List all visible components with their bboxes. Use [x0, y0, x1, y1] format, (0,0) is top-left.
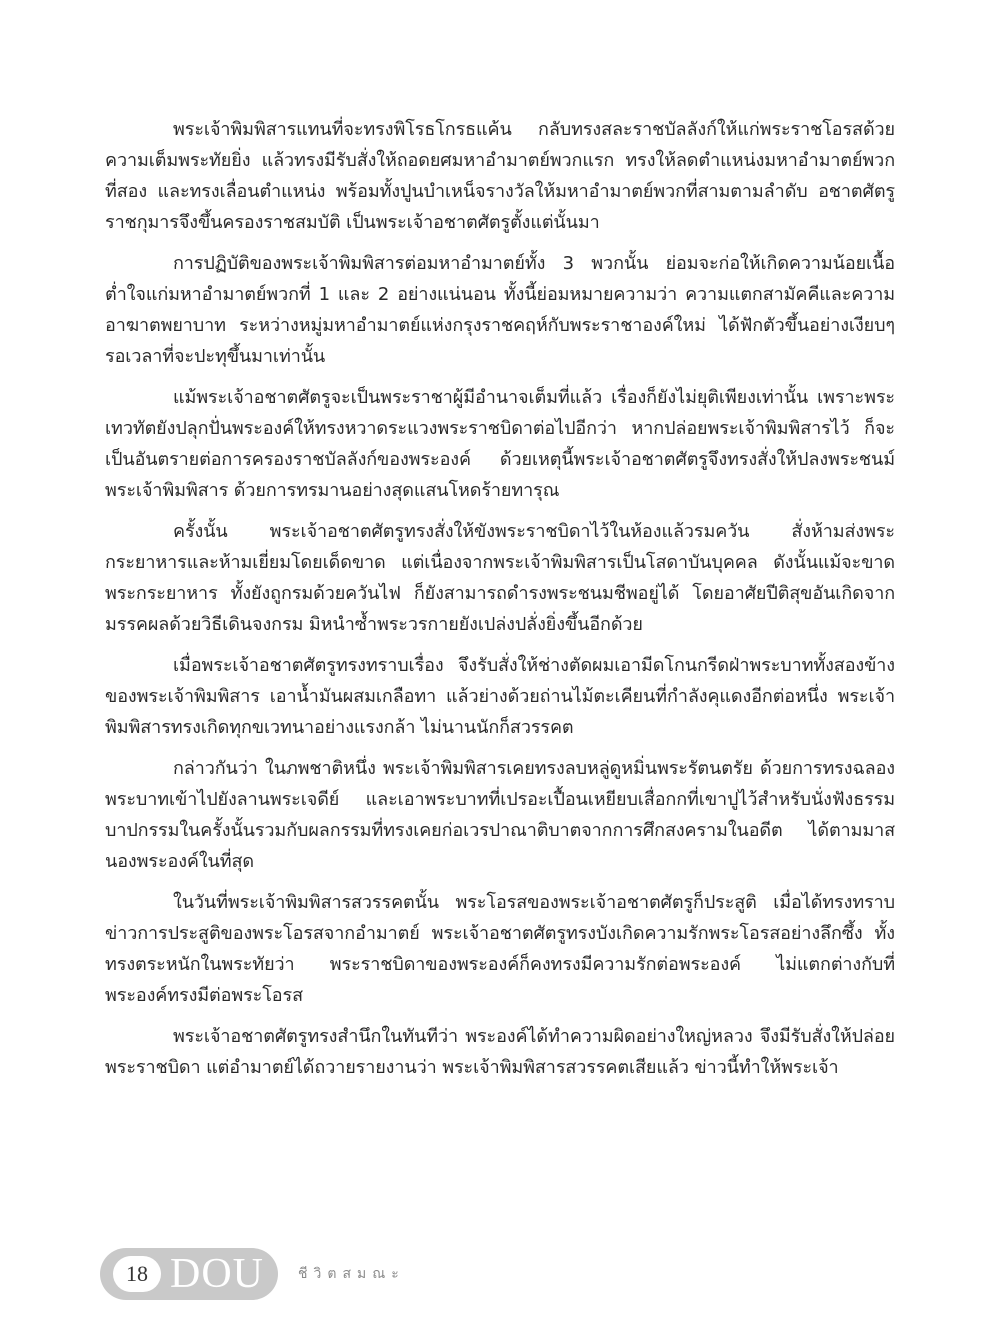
paragraph-5: เมื่อพระเจ้าอชาตศัตรูทรงทราบเรื่อง จึงรับสั่งให้ช่างตัดผมเอามีดโกนกรีดฝ่าพระบาททั้งสองข้างของพระเจ้าพิมพิสาร เอาน้ำมันผสมเกลือทา แล้วย่างด้วยถ่านไม้ตะเคียนที่กำลังคุแดงอีกต่อหนึ่ง พระเจ้าพิมพิสารทรงเกิดทุกขเวทนาอย่างแรงกล้า ไม่นานนักก็สวรรคต — [105, 655, 895, 738]
paragraph-4: ครั้งนั้น พระเจ้าอชาตศัตรูทรงสั่งให้ขังพระราชบิดาไว้ในห้องแล้วรมควัน สั่งห้ามส่งพระกระยาหารและห้ามเยี่ยมโดยเด็ดขาด แต่เนื่องจากพระเจ้าพิมพิสารเป็นโสดาบันบุคคล ดังนั้นแม้จะขาดพระกระยาหาร ทั้งยังถูกรมด้วยควันไฟ ก็ยังสามารถดำรงพระชนมชีพอยู่ได้ โดยอาศัยปีติสุขอันเกิดจากมรรคผลด้วยวิธีเดินจงกรม มิหนำซ้ำพระวรกายยังเปล่งปลั่งยิ่งขึ้นอีกด้วย — [105, 521, 895, 635]
paragraph-6: กล่าวกันว่า ในภพชาติหนึ่ง พระเจ้าพิมพิสารเคยทรงลบหลู่ดูหมิ่นพระรัตนตรัย ด้วยการทรงฉลองพระบาทเข้าไปยังลานพระเจดีย์ และเอาพระบาทที่เปรอะเปื้อนเหยียบเสื่อกกที่เขาปูไว้สำหรับนั่งฟังธรรม บาปกรรมในครั้งนั้นรวมกับผลกรรมที่ทรงเคยก่อเวรปาณาติบาตจากการศึกสงครามในอดีต ได้ตามมาสนองพระองค์ในที่สุด — [105, 758, 895, 872]
paragraph-3: แม้พระเจ้าอชาตศัตรูจะเป็นพระราชาผู้มีอำนาจเต็มที่แล้ว เรื่องก็ยังไม่ยุติเพียงเท่านั้น เพราะพระเทวทัตยังปลุกปั่นพระองค์ให้ทรงหวาดระแวงพระราชบิดาต่อไปอีกว่า หากปล่อยพระเจ้าพิมพิสารไว้ ก็จะเป็นอันตรายต่อการครองราชบัลลังก์ของพระองค์ ด้วยเหตุนี้พระเจ้าอชาตศัตรูจึงทรงสั่งให้ปลงพระชนม์พระเจ้าพิมพิสาร ด้วยการทรมานอย่างสุดแสนโหดร้ายทารุณ — [105, 387, 895, 501]
dou-logo: DOU — [170, 1251, 264, 1297]
paragraph-1: พระเจ้าพิมพิสารแทนที่จะทรงพิโรธโกรธแค้น กลับทรงสละราชบัลลังก์ให้แก่พระราชโอรสด้วยความเต็มพระทัยยิ่ง แล้วทรงมีรับสั่งให้ถอดยศมหาอำมาตย์พวกแรก ทรงให้ลดตำแหน่งมหาอำมาตย์พวกที่สอง และทรงเลื่อนตำแหน่ง พร้อมทั้งปูนบำเหน็จรางวัลให้มหาอำมาตย์พวกที่สามตามลำดับ อชาตศัตรูราชกุมารจึงขึ้นครองราชสมบัติ เป็นพระเจ้าอชาตศัตรูตั้งแต่นั้นมา — [105, 119, 895, 233]
page-body — [105, 114, 895, 1093]
paragraph-7: ในวันที่พระเจ้าพิมพิสารสวรรคตนั้น พระโอรสของพระเจ้าอชาตศัตรูก็ประสูติ เมื่อได้ทรงทราบข่าวการประสูติของพระโอรสจากอำมาตย์ พระเจ้าอชาตศัตรูทรงบังเกิดความรักพระโอรสอย่างลึกซึ้ง ทั้งทรงตระหนักในพระทัยว่า พระราชบิดาของพระองค์ก็คงทรงมีความรักต่อพระองค์ ไม่แตกต่างกับที่พระองค์ทรงมีต่อพระโอรส — [105, 892, 895, 1006]
page-footer — [100, 1248, 500, 1300]
footer-badge — [100, 1248, 278, 1300]
book-title: ชีวิตสมณะ — [298, 1266, 405, 1282]
page-number: 18 — [113, 1256, 161, 1292]
paragraph-8: พระเจ้าอชาตศัตรูทรงสำนึกในทันทีว่า พระองค์ได้ทำความผิดอย่างใหญ่หลวง จึงมีรับสั่งให้ปล่อยพระราชบิดา แต่อำมาตย์ได้ถวายรายงานว่า พระเจ้าพิมพิสารสวรรคตเสียแล้ว ข่าวนี้ทำให้พระเจ้า — [105, 1026, 895, 1078]
paragraph-2: การปฏิบัติของพระเจ้าพิมพิสารต่อมหาอำมาตย์ทั้ง 3 พวกนั้น ย่อมจะก่อให้เกิดความน้อยเนื้อต่ำใจแก่มหาอำมาตย์พวกที่ 1 และ 2 อย่างแน่นอน ทั้งนี้ย่อมหมายความว่า ความแตกสามัคคีและความอาฆาตพยาบาท ระหว่างหมู่มหาอำมาตย์แห่งกรุงราชคฤห์กับพระราชาองค์ใหม่ ได้ฟักตัวขึ้นอย่างเงียบๆ รอเวลาที่จะปะทุขึ้นมาเท่านั้น — [105, 253, 895, 367]
